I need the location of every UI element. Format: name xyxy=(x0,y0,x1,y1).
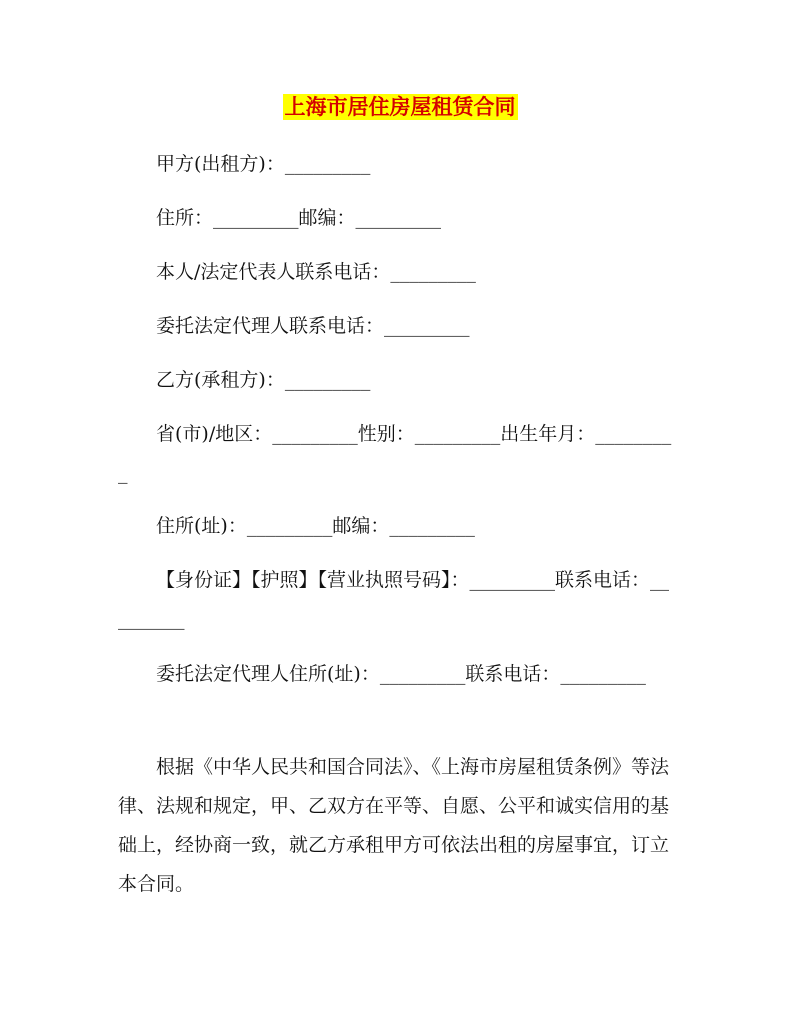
preamble-paragraph: 根据《中华人民共和国合同法》、《上海市房屋租赁条例》等法律、法规和规定，甲、乙双方在平等、自愿、公平和诚实信用的基础上，经协商一致，就乙方承租甲方可依法出租的房屋事宜，订立本合同。 xyxy=(118,756,670,895)
party-b-name: 乙方(承租方)：_________ xyxy=(156,369,371,391)
title-block xyxy=(0,94,800,120)
party-a-address: 住所：_________邮编：_________ xyxy=(156,207,442,229)
party-a-name: 甲方(出租方)：_________ xyxy=(156,153,371,175)
party-a-phone: 本人/法定代表人联系电话：_________ xyxy=(156,261,476,283)
party-b-id: 【身份证】【护照】【营业执照号码】：_________联系电话：_________ xyxy=(118,569,670,630)
document-title: 上海市居住房屋租赁合同 xyxy=(284,94,516,119)
party-a-agent-phone: 委托法定代理人联系电话：_________ xyxy=(156,315,470,337)
party-b-agent-address: 委托法定代理人住所(址)：_________联系电话：_________ xyxy=(156,663,646,685)
party-b-region: 省(市)/地区：_________性别：_________出生年月：_________ xyxy=(118,423,672,484)
party-b-address: 住所(址)：_________邮编：_________ xyxy=(156,515,475,537)
